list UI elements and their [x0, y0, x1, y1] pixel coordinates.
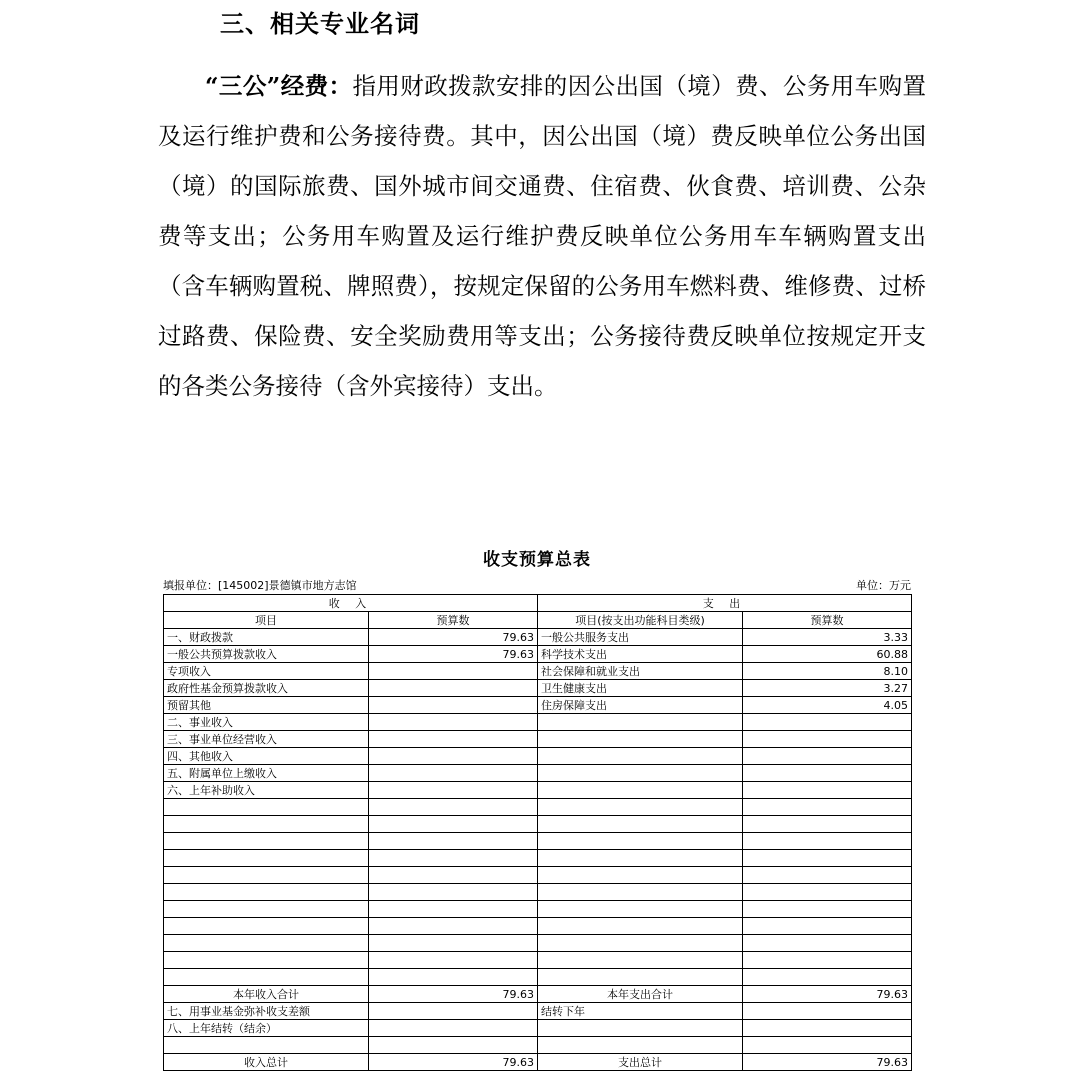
cell-income-label	[164, 969, 369, 986]
cell-expense-value	[743, 884, 912, 901]
cell-income-value	[369, 901, 538, 918]
cell-income-value	[369, 714, 538, 731]
table-row	[164, 782, 912, 799]
cell-expense-value	[743, 765, 912, 782]
cell-expense-value	[743, 1020, 912, 1037]
cell-expense-value	[743, 901, 912, 918]
cell-expense-label	[538, 969, 743, 986]
col-header-income-item: 项目	[164, 612, 369, 629]
cell-income-value	[369, 833, 538, 850]
table-row	[164, 969, 912, 986]
cell-income-label: 八、上年结转（结余）	[164, 1020, 369, 1037]
cell-income-label	[164, 935, 369, 952]
table-summary-row	[164, 1054, 912, 1071]
definition-body: 指用财政拨款安排的因公出国（境）费、公务用车购置及运行维护费和公务接待费。其中，因公出国（境）费反映单位公务出国（境）的国际旅费、国外城市间交通费、住宿费、伙食费、培训费、公杂费等支出；公务用车购置及运行维护费反映单位公务用车车辆购置支出（含车辆购置税、牌照费），按规定保留的公务用车燃料费、维修费、过桥过路费、保险费、安全奖励费用等支出；公务接待费反映单位按规定开支的各类公务接待（含外宾接待）支出。	[158, 72, 926, 401]
table-row	[164, 697, 912, 714]
cell-income-label: 一、财政拨款	[164, 629, 369, 646]
cell-income-label: 四、其他收入	[164, 748, 369, 765]
budget-table-block	[163, 545, 911, 1071]
table-row	[164, 935, 912, 952]
cell-income-value	[369, 935, 538, 952]
reporting-unit: 填报单位：[145002]景德镇市地方志馆	[163, 579, 357, 592]
cell-income-label: 六、上年补助收入	[164, 782, 369, 799]
cell-expense-label	[538, 731, 743, 748]
cell-expense-value	[743, 714, 912, 731]
table-row	[164, 918, 912, 935]
table-row	[164, 833, 912, 850]
cell-income-value: 79.63	[369, 986, 538, 1003]
col-header-income-budget: 预算数	[369, 612, 538, 629]
table-summary-row	[164, 986, 912, 1003]
cell-income-label	[164, 833, 369, 850]
cell-income-label	[164, 1037, 369, 1054]
cell-income-label	[164, 850, 369, 867]
table-row	[164, 799, 912, 816]
cell-expense-label	[538, 867, 743, 884]
cell-income-value	[369, 663, 538, 680]
cell-expense-value	[743, 816, 912, 833]
col-header-expense-item: 项目(按支出功能科目类级)	[538, 612, 743, 629]
cell-income-value	[369, 969, 538, 986]
table-summary-row	[164, 1020, 912, 1037]
cell-expense-label	[538, 748, 743, 765]
cell-expense-value: 4.05	[743, 697, 912, 714]
cell-income-value	[369, 850, 538, 867]
cell-income-value: 79.63	[369, 629, 538, 646]
table-row	[164, 867, 912, 884]
cell-income-value	[369, 765, 538, 782]
table-row	[164, 850, 912, 867]
cell-income-value: 79.63	[369, 1054, 538, 1071]
cell-expense-label: 一般公共服务支出	[538, 629, 743, 646]
cell-expense-value	[743, 952, 912, 969]
cell-income-label: 三、事业单位经营收入	[164, 731, 369, 748]
table-row	[164, 765, 912, 782]
cell-income-label	[164, 901, 369, 918]
cell-income-value	[369, 952, 538, 969]
cell-income-label: 一般公共预算拨款收入	[164, 646, 369, 663]
table-row	[164, 646, 912, 663]
cell-expense-label	[538, 765, 743, 782]
table-row	[164, 663, 912, 680]
table-row	[164, 629, 912, 646]
cell-expense-value	[743, 748, 912, 765]
table-summary-row	[164, 1003, 912, 1020]
cell-expense-value	[743, 782, 912, 799]
prose-section	[158, 8, 926, 411]
cell-income-value	[369, 697, 538, 714]
cell-expense-value: 3.27	[743, 680, 912, 697]
table-column-header-row	[164, 612, 912, 629]
cell-expense-label	[538, 884, 743, 901]
cell-income-label	[164, 918, 369, 935]
cell-expense-label	[538, 782, 743, 799]
cell-expense-value	[743, 799, 912, 816]
cell-expense-label	[538, 952, 743, 969]
cell-expense-label	[538, 901, 743, 918]
cell-income-label: 预留其他	[164, 697, 369, 714]
cell-income-value	[369, 867, 538, 884]
cell-income-value	[369, 782, 538, 799]
cell-expense-label	[538, 1020, 743, 1037]
budget-table	[163, 594, 912, 1071]
cell-expense-value	[743, 867, 912, 884]
cell-income-label: 本年收入合计	[164, 986, 369, 1003]
cell-income-label	[164, 884, 369, 901]
cell-income-value	[369, 731, 538, 748]
cell-expense-label	[538, 714, 743, 731]
cell-expense-value	[743, 1003, 912, 1020]
cell-income-label	[164, 952, 369, 969]
cell-income-label	[164, 799, 369, 816]
cell-expense-value: 8.10	[743, 663, 912, 680]
cell-income-label: 收入总计	[164, 1054, 369, 1071]
cell-expense-label: 科学技术支出	[538, 646, 743, 663]
amount-unit: 单位：万元	[856, 579, 911, 592]
cell-expense-value: 79.63	[743, 1054, 912, 1071]
section-heading: 三、相关专业名词	[220, 9, 420, 38]
cell-income-value	[369, 748, 538, 765]
cell-expense-label	[538, 833, 743, 850]
cell-expense-value	[743, 1037, 912, 1054]
cell-expense-label	[538, 1037, 743, 1054]
cell-expense-value	[743, 918, 912, 935]
cell-income-value	[369, 799, 538, 816]
cell-expense-value	[743, 731, 912, 748]
cell-income-label: 七、用事业基金弥补收支差额	[164, 1003, 369, 1020]
cell-expense-value: 60.88	[743, 646, 912, 663]
table-row	[164, 680, 912, 697]
table-group-header-row	[164, 595, 912, 612]
cell-income-label: 政府性基金预算拨款收入	[164, 680, 369, 697]
table-title: 收支预算总表	[483, 550, 591, 570]
cell-income-value	[369, 680, 538, 697]
cell-expense-label	[538, 850, 743, 867]
table-row	[164, 884, 912, 901]
table-row	[164, 731, 912, 748]
table-row	[164, 714, 912, 731]
group-header-expense: 支 出	[538, 595, 912, 612]
definition-paragraph	[158, 61, 926, 411]
cell-expense-value: 3.33	[743, 629, 912, 646]
table-row	[164, 816, 912, 833]
cell-income-label	[164, 867, 369, 884]
group-header-income: 收 入	[164, 595, 538, 612]
cell-income-value	[369, 1020, 538, 1037]
cell-income-label: 五、附属单位上缴收入	[164, 765, 369, 782]
cell-expense-label: 结转下年	[538, 1003, 743, 1020]
cell-expense-label	[538, 918, 743, 935]
cell-expense-label	[538, 935, 743, 952]
cell-income-value	[369, 816, 538, 833]
definition-term: “三公”经费：	[205, 72, 353, 101]
cell-expense-label: 住房保障支出	[538, 697, 743, 714]
cell-income-value	[369, 1003, 538, 1020]
cell-income-value: 79.63	[369, 646, 538, 663]
cell-expense-label	[538, 799, 743, 816]
cell-expense-value	[743, 850, 912, 867]
cell-income-label	[164, 816, 369, 833]
cell-expense-label: 卫生健康支出	[538, 680, 743, 697]
cell-income-value	[369, 918, 538, 935]
table-meta-row	[163, 579, 911, 592]
cell-expense-value	[743, 833, 912, 850]
cell-income-label: 专项收入	[164, 663, 369, 680]
table-summary-row	[164, 1037, 912, 1054]
cell-expense-value: 79.63	[743, 986, 912, 1003]
table-row	[164, 748, 912, 765]
table-row	[164, 952, 912, 969]
cell-income-value	[369, 884, 538, 901]
col-header-expense-budget: 预算数	[743, 612, 912, 629]
cell-expense-label: 本年支出合计	[538, 986, 743, 1003]
table-row	[164, 901, 912, 918]
cell-expense-value	[743, 969, 912, 986]
cell-expense-label	[538, 816, 743, 833]
cell-income-value	[369, 1037, 538, 1054]
cell-expense-value	[743, 935, 912, 952]
cell-income-label: 二、事业收入	[164, 714, 369, 731]
cell-expense-label: 支出总计	[538, 1054, 743, 1071]
cell-expense-label: 社会保障和就业支出	[538, 663, 743, 680]
